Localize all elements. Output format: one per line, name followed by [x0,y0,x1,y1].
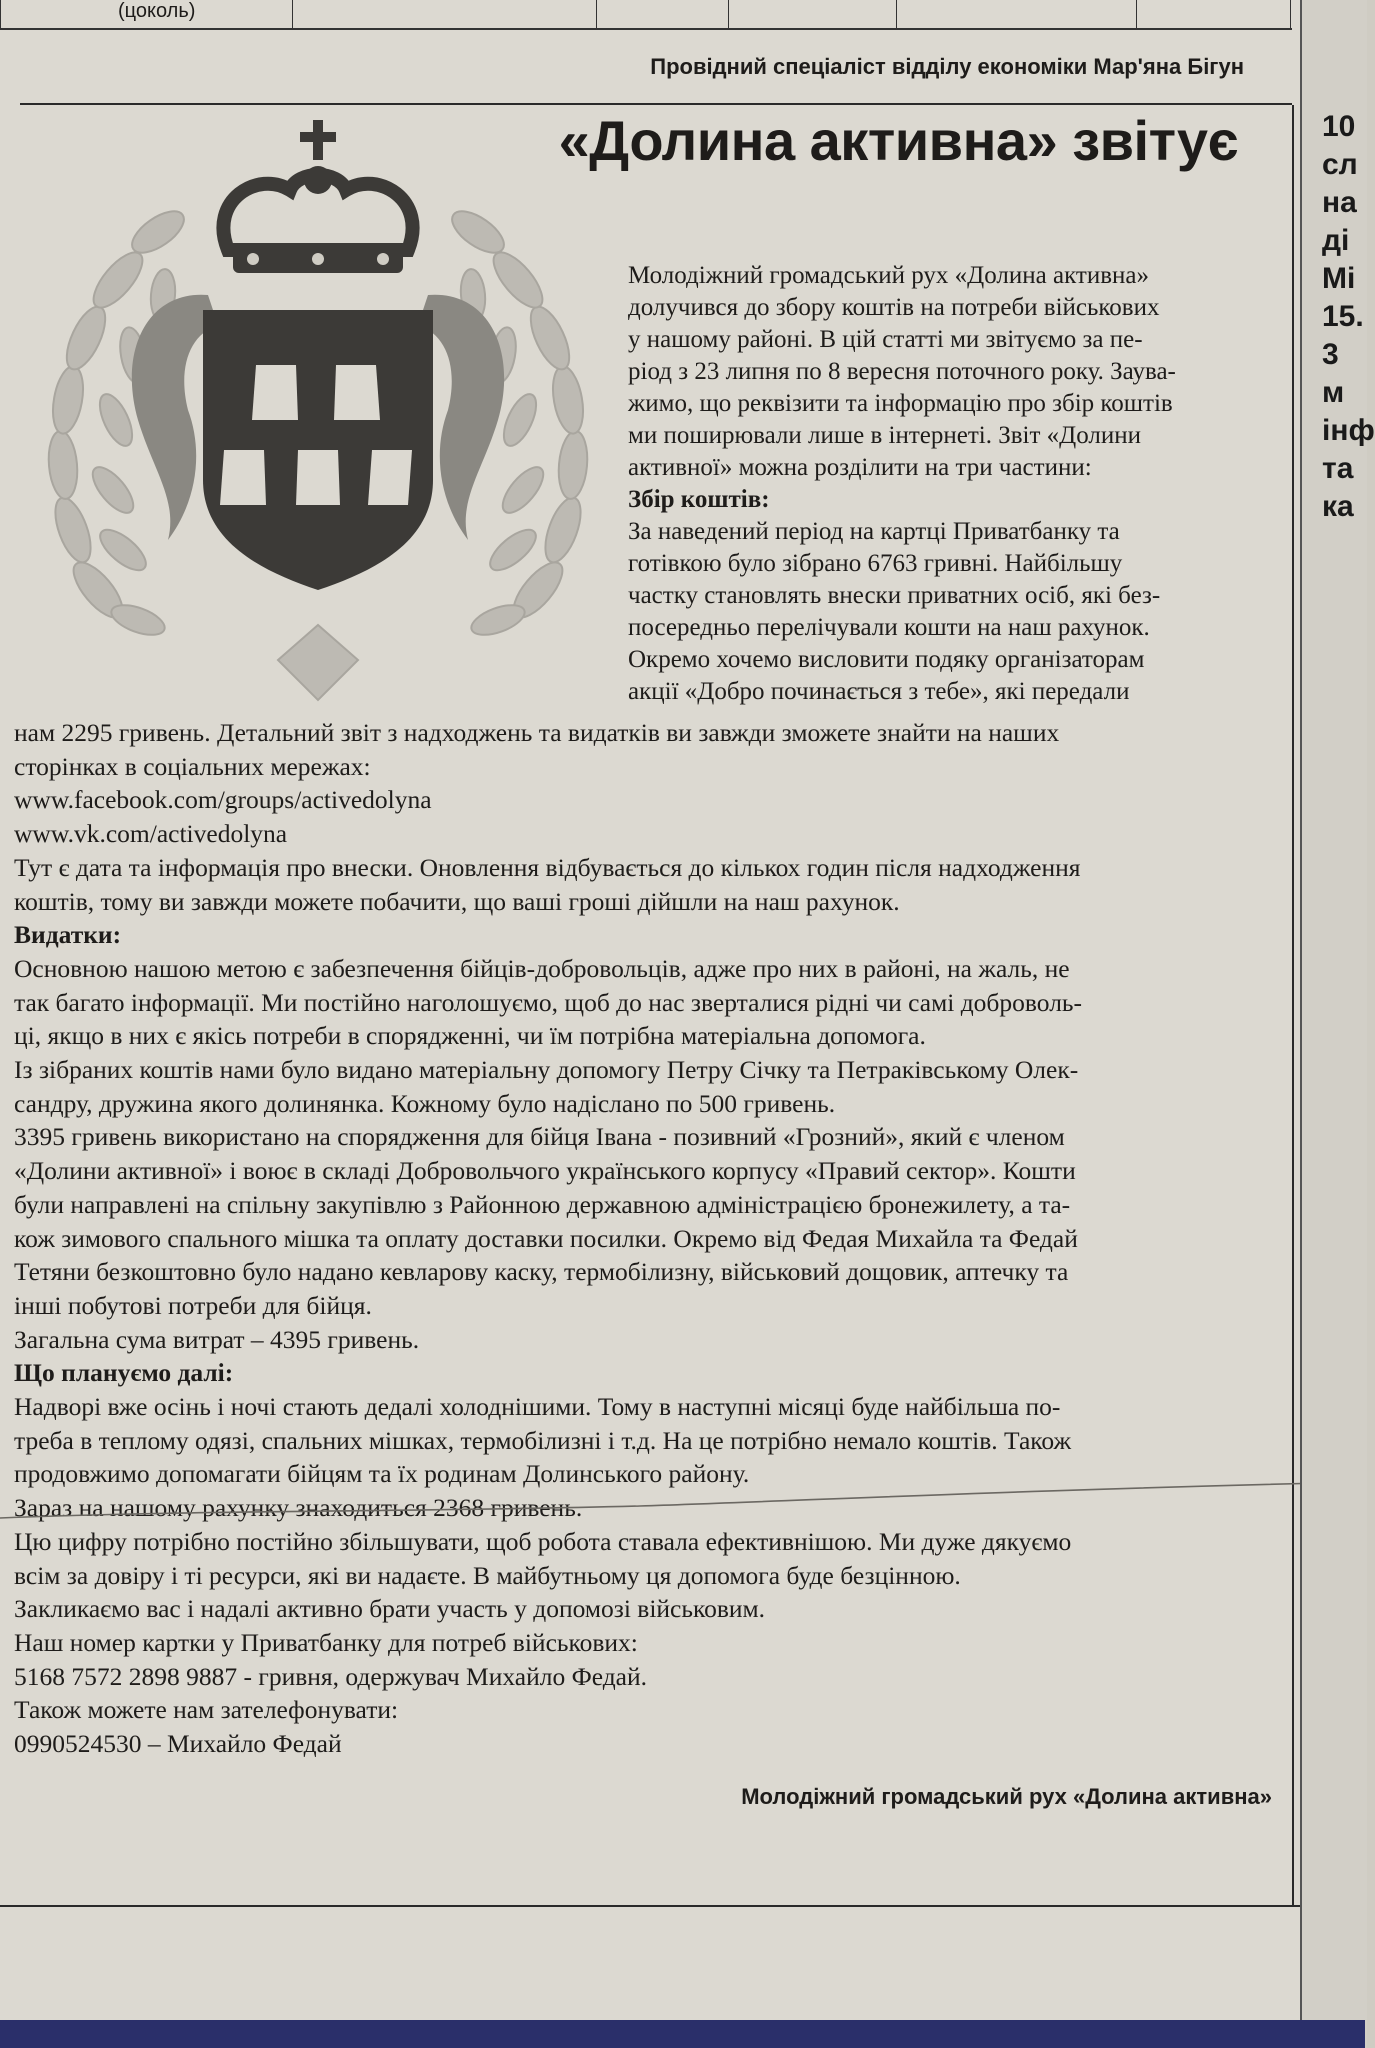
section-divider [20,103,1292,105]
intro-line: частку становлять внески приватних осіб, які без- [628,582,1161,609]
card-number: 5168 7572 2898 9887 - гривня, одержувач Михайло Федай. [14,1661,648,1691]
intro-line: Молодіжний громадський рух «Долина активна» [628,262,1149,289]
previous-article-byline: Провідний спеціаліст відділу економіки Мар'яна Бігун [650,54,1244,79]
intro-line: За наведений період на картці Приватбанку та [628,518,1120,545]
adjacent-line: Mi [1322,262,1356,295]
adjacent-line: ка [1322,490,1354,523]
table-cell-border [1136,0,1137,28]
table-cell-border [596,0,597,28]
article-signature: Молодіжний громадський рух «Долина активна» [741,1784,1272,1809]
intro-line: у нашому районі. В цій статті ми звітуємо за пе- [628,326,1143,353]
balance-line: Зараз на нашому рахунку знаходиться 2368 гривень. [14,1493,583,1523]
adjacent-line: ді [1322,224,1350,257]
vk-link: www.vk.com/activedolyna [14,819,288,849]
intro-line: ріод з 23 липня по 8 вересня поточного року. Заува- [628,358,1176,385]
expenses-heading: Видатки: [14,920,122,950]
intro-line: посередньо перелічували кошти на наш рахунок. [628,614,1150,641]
bottom-divider [0,1905,1300,1907]
intro-line: Окремо хочемо висловити подяку організаторам [628,646,1145,673]
intro-line: ми поширювали лише в інтернеті. Звіт «Долини [628,422,1142,449]
shield-icon [203,310,433,590]
body-line: Цю цифру потрібно постійно збільшувати, щоб робота ставала ефективнішою. Ми дуже дякуємо [14,1526,1072,1556]
body-line: сторінках в соціальних мережах: [14,751,371,781]
article-body [14,716,1294,1761]
body-line: Основною нашою метою є забезпечення бійців-добровольців, адже про них в районі, на жаль, не [14,953,1070,983]
table-cell-border [728,0,729,28]
article-title: «Долина активна» звітує [558,109,1238,172]
facebook-link: www.facebook.com/groups/activedolyna [14,785,432,815]
body-line: треба в теплому одязі, спальних мішках, термобілизні і т.д. На це потрібно немало коштів. Також [14,1425,1072,1455]
body-line: сандру, дружина якого долинянка. Кожному було надіслано по 500 гривень. [14,1088,836,1118]
phone-number: 0990524530 – Михайло Федай [14,1729,342,1759]
paper-crease-line [0,1450,1365,1540]
plans-heading: Що плануємо далі: [14,1358,234,1388]
adjacent-line: 10 [1322,110,1356,143]
intro-line: акції «Добро починається з тебе», які передали [628,678,1130,705]
total-expenses: Загальна сума витрат – 4395 гривень. [14,1324,420,1354]
body-line: інші побутові потреби для бійця. [14,1290,372,1320]
adjacent-line: 15. [1322,300,1364,333]
intro-line: жимо, що реквізити та інформацію про збір коштів [628,390,1173,417]
body-line: коштів, тому ви завжди можете побачити, що ваші гроші дійшли на наш рахунок. [14,886,900,916]
fundraising-heading: Збір коштів: [628,486,770,513]
table-cell-border [0,0,1,28]
intro-column [628,260,1274,708]
adjacent-line: інф [1322,414,1375,447]
body-line: продовжимо допомагати бійцям та їх родинам Долинського району. [14,1459,750,1489]
body-line: були направлені на спільну закупівлю з Районною державною адміністрацією бронежилету, а та- [14,1189,1071,1219]
intro-line: долучився до збору коштів на потреби військових [628,294,1160,321]
body-line: нам 2295 гривень. Детальний звіт з надходжень та видатків ви завжди зможете знайти на наших [14,718,1060,747]
body-line: Закликаємо вас і надалі активно брати участь у допомозі військовим. [14,1594,766,1624]
body-line: Наш номер картки у Приватбанку для потреб військових: [14,1627,638,1657]
adjacent-line: 3 м [1322,338,1345,409]
body-line: Тут є дата та інформація про внески. Оновлення відбувається до кількох годин після надходження [14,852,1081,882]
body-line: Також можете нам зателефонувати: [14,1695,399,1725]
body-line: Тетяни безкоштовно було надано кевларову каску, термобілизну, військовий дощовик, аптечку та [14,1257,1069,1287]
body-line: всім за довіру і ті ресурси, які ви надаєте. В майбутньому ця допомога буде безцінною. [14,1560,961,1590]
laurel-knot-icon [278,625,358,700]
body-line: кож зимового спального мішка та оплату доставки посилки. Окремо від Федая Михайла та Федай [14,1223,1078,1253]
intro-line: активної» можна розділити на три частини: [628,454,1092,481]
table-cell-text: (цоколь) [118,0,196,22]
body-line: так багато інформації. Ми постійно наголошуємо, щоб до нас зверталися рідні чи самі доброволь- [14,987,1083,1017]
table-cell-border [1290,0,1291,28]
table-cell-border [896,0,897,28]
previous-table-fragment [0,0,1292,30]
body-line: Із зібраних коштів нами було видано матеріальну допомогу Петру Січку та Петраківському Олек- [14,1055,1079,1085]
table-surface-strip [0,2020,1365,2048]
adjacent-column-text [1322,108,1375,526]
body-line: ці, якщо в них є якісь потреби в спорядженні, чи їм потрібна матеріальна допомога. [14,1021,926,1051]
coat-of-arms-emblem [28,120,608,720]
adjacent-line: сл [1322,148,1358,181]
adjacent-line: на [1322,186,1357,219]
body-line: «Долини активної» і воює в складі Добровольчого українського корпусу «Правий сектор». Кошти [14,1156,1076,1186]
adjacent-line: та [1322,452,1354,485]
table-cell-border [292,0,293,28]
body-line: Надворі вже осінь і ночі стають дедалі холоднішими. Тому в наступні місяці буде найбільша по- [14,1392,1061,1422]
adjacent-column-edge [1300,0,1375,2048]
body-line: 3395 гривень використано на спорядження для бійця Івана - позивний «Грозний», який є членом [14,1122,1065,1152]
intro-line: готівкою було зібрано 6763 гривні. Найбільшу [628,550,1123,577]
crown-icon [223,120,412,273]
